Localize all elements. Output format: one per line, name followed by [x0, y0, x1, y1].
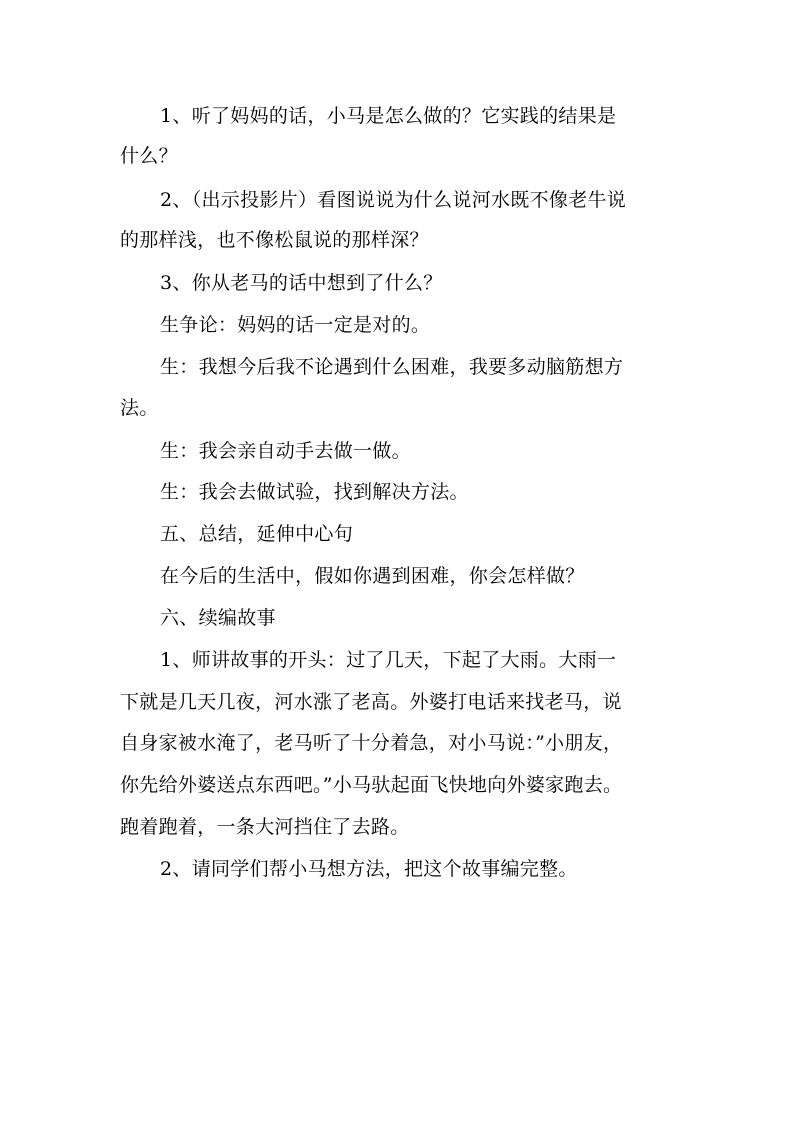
question-2-line-2: 的那样浅，也不像松鼠说的那样深？	[120, 229, 429, 251]
story-2: 2、请同学们帮小马想方法，把这个故事编完整。	[160, 858, 578, 880]
question-3: 3、你从老马的话中想到了什么？	[160, 272, 443, 294]
section-5-text: 在今后的生活中，假如你遇到困难，你会怎样做？	[160, 565, 585, 587]
question-1-line-2: 什么？	[120, 145, 178, 167]
story-1-line-5: 跑着跑着，一条大河挡住了去路。	[120, 816, 410, 838]
student-answer-4: 生：我会去做试验，找到解决方法。	[160, 481, 469, 503]
story-1-line-2: 下就是几天几夜，河水涨了老高。外婆打电话来找老马，说	[120, 691, 622, 713]
student-answer-1: 生争论：妈妈的话一定是对的。	[160, 314, 431, 336]
section-5-heading: 五、总结，延伸中心句	[160, 523, 354, 545]
question-1-line-1: 1、听了妈妈的话，小马是怎么做的？它实践的结果是	[160, 105, 617, 127]
section-6-heading: 六、续编故事	[160, 607, 276, 629]
story-1-line-1: 1、师讲故事的开头：过了几天，下起了大雨。大雨一	[160, 649, 617, 671]
story-1-line-4: 你先给外婆送点东西吧。”小马驮起面飞快地向外婆家跑去。	[120, 774, 623, 796]
student-answer-3: 生：我会亲自动手去做一做。	[160, 440, 411, 462]
student-answer-2-line-2: 法。	[120, 397, 159, 419]
question-2-line-1: 2、（出示投影片）看图说说为什么说河水既不像老牛说	[160, 189, 627, 211]
student-answer-2-line-1: 生：我想今后我不论遇到什么困难，我要多动脑筋想方	[160, 356, 624, 378]
story-1-line-3: 自身家被水淹了，老马听了十分着急，对小马说：”小朋友，	[120, 732, 623, 754]
